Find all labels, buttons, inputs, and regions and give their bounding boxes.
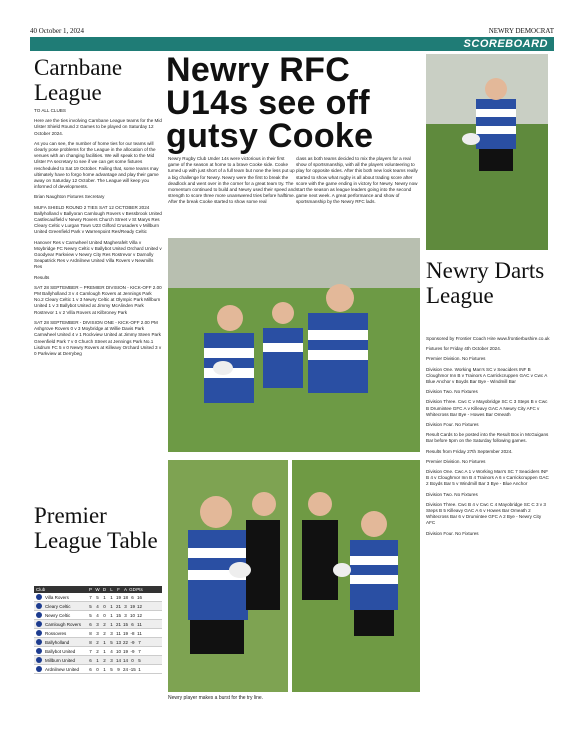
- table-cell: 5: [138, 657, 141, 663]
- darts-paragraph: Premier Division. No Fixtures: [426, 356, 486, 362]
- table-cell: 16: [136, 594, 142, 600]
- table-cell: 7: [138, 639, 141, 645]
- club-name: Cleary Celtic: [45, 603, 71, 609]
- table-header-cell: P: [88, 587, 92, 592]
- darts-paragraph: Results from Friday 27th September 2024.: [426, 448, 513, 454]
- table-cell: 19: [129, 603, 135, 609]
- table-cell: 4: [96, 612, 99, 618]
- table-cell: 2: [103, 630, 106, 636]
- darts-paragraph: Result Cards to be posted into the Result Box in McGuigans Bar before 5pm on the Saturday following games.: [426, 432, 549, 444]
- table-cell: 6: [89, 621, 92, 627]
- table-header-cell: D: [102, 587, 107, 592]
- carnbane-paragraph: MUFA SHIELD ROUND 2 TIES SAT 12 OCTOBER 2024 Ballyholland v Ballyoran Camlough Rovers v Bessbrook United Castlecaulfield v Newry Rovers Church Street v St Marys Res Cleary Celtic v Lurgan Town U23 Gilford Crusaders v Millburn United Greenfield Park v Warrenpoint Res/Ready Celtic: [34, 204, 162, 235]
- photo-player-sidestep: [292, 460, 420, 692]
- table-cell: 1: [110, 612, 113, 618]
- club-name: Ardnilnew United: [45, 666, 80, 672]
- table-cell: 5: [89, 603, 92, 609]
- table-cell: 0: [96, 666, 99, 672]
- table-cell: -8: [130, 630, 135, 636]
- table-cell: 8: [89, 630, 92, 636]
- table-header-cell: Pts: [136, 587, 143, 592]
- club-crest-icon: [34, 594, 43, 601]
- club-crest-icon: [34, 657, 43, 664]
- photo-player-running: [426, 54, 548, 250]
- table-cell: 4: [110, 648, 113, 654]
- table-cell: 2: [103, 621, 106, 627]
- club-crest-icon: [34, 621, 43, 628]
- darts-paragraph: Division Four. No Fixtures: [426, 422, 479, 428]
- table-row: [34, 611, 162, 620]
- table-cell: 6: [89, 657, 92, 663]
- page-date: 40 October 1, 2024: [30, 27, 85, 35]
- darts-paragraph: Division Two. No Fixtures: [426, 491, 478, 497]
- table-cell: 1: [103, 639, 106, 645]
- table-cell: 9: [117, 666, 120, 672]
- carnbane-title: Carnbane League: [34, 55, 123, 105]
- table-cell: 3: [96, 621, 99, 627]
- table-cell: 19: [122, 648, 128, 654]
- table-cell: 2: [96, 639, 99, 645]
- section-band: [30, 37, 554, 51]
- darts-paragraph: Premier Division. No Fixtures: [426, 458, 486, 464]
- carnbane-paragraph: SAT 28 SEPTEMBER - DIVISION ONE - KICK-OFF 2.00 PM Ashgrove Rovers 0 v 3 Moybridge at Willie Davis Park Carnwheel United 4 v 1 Rockview United at Jimmy Steen Park Greenfield Park 7 v 0 Church Street at Jennings Park No.1 Lisdrum FC 5 v 0 Newry Rovers at Killeavy Orchard United 3 v 0 Parkview at Derrybeg: [34, 319, 162, 356]
- darts-body: [426, 336, 550, 692]
- club-crest-icon: [34, 630, 43, 637]
- carnbane-paragraph: Brian Naughton Fixtures Secretary: [34, 194, 105, 200]
- table-cell: -9: [130, 639, 135, 645]
- darts-paragraph: Fixtures for Friday 4th October 2024.: [426, 346, 502, 352]
- darts-paragraph: Division Two. No Fixtures: [426, 389, 478, 395]
- table-row: [34, 665, 162, 674]
- table-cell: 2: [96, 648, 99, 654]
- club-name: Villa Rovers: [45, 594, 69, 600]
- league-table: [34, 586, 162, 674]
- table-cell: 24: [122, 666, 128, 672]
- club-name: Ballyholland: [45, 639, 70, 645]
- darts-paragraph: Division One. Cwc A 1 v Working Man's SC 7 Seaciders INF B 4 v Cloughmor Inn B 4 Trainors A 6 v Carrickcruppen GAC 2 Boyds Bar 5 v Windmill Bar 3 Bye - Blue Anchor: [426, 469, 549, 487]
- club-name: Newry Celtic: [45, 612, 71, 618]
- table-cell: 5: [96, 594, 99, 600]
- table-cell: 7: [89, 648, 92, 654]
- table-cell: 11: [137, 621, 142, 627]
- table-cell: -9: [130, 648, 135, 654]
- carnbane-paragraph: Results: [34, 274, 50, 280]
- club-crest-icon: [34, 666, 43, 673]
- table-cell: 21: [115, 621, 121, 627]
- table-cell: 6: [131, 621, 134, 627]
- carnbane-paragraph: SAT 28 SEPTEMBER – PREMIER DIVISION - KICK-OFF 2.00 PM Ballyholland 3 v 4 Camlough Rovers at Jennings Park No.2 Cleary Celtic 1 v 3 Newry Celtic at Olympic Park Millburn United 1 v 3 Ballybot United at Jimmy McAlinden Park Rostrevor 1 v 2 Villa Rovers at Kilbroney Park: [34, 284, 162, 315]
- table-header-cell: A: [123, 587, 127, 592]
- darts-title: Newry Darts League: [426, 258, 545, 308]
- table-cell: 3: [124, 603, 127, 609]
- carnbane-paragraph: TO ALL CLUBS: [34, 108, 66, 113]
- table-header-cell: L: [110, 587, 113, 592]
- carnbane-body: [34, 108, 162, 480]
- article-column-1: Newry Rugby Club Under 14s were victorious in their first game of the season at home to a brave Cooke side. Cooke turned up with just short of a full team but none the less put up a big challenge for Newry. Newry were the first to break the deadlock and went over in the corner for a great team try. The momentum continued to build and Newry used their speed and strength to score three more unanswered tries before halftime. After the break Cooke started to show some real: [168, 156, 296, 205]
- publication-name: NEWRY DEMOCRAT: [488, 27, 554, 35]
- table-cell: 1: [110, 594, 113, 600]
- darts-paragraph: Sponsored by Frontier Coach Hire www.frontierbushire.co.uk: [426, 336, 550, 341]
- table-row: [34, 620, 162, 629]
- table-cell: 14: [115, 657, 121, 663]
- club-crest-icon: [34, 639, 43, 646]
- table-cell: 1: [103, 648, 106, 654]
- table-cell: 4: [96, 603, 99, 609]
- carnbane-paragraph: As you can see, the number of home ties for our teams will clearly pose problems for the League in the allocation of the venues with an changing facilities. We will speak to the Mid Ulster FA secretary to see if we can get some fixtures rescheduled to Sat 19 October. Failing that, some teams may ultimately have to forgo home advantage and play their game away on Saturday 12 October. The League will keep you informed of developments.: [34, 140, 159, 190]
- table-cell: 12: [136, 612, 142, 618]
- club-name: Ballybot United: [45, 648, 76, 654]
- table-header-cell: F: [117, 587, 120, 592]
- table-row: [34, 656, 162, 665]
- table-row: [34, 593, 162, 602]
- table-cell: 1: [103, 666, 106, 672]
- table-header-cell: Club: [36, 587, 46, 592]
- table-cell: 14: [122, 657, 128, 663]
- table-cell: 19: [115, 594, 121, 600]
- table-row: [34, 647, 162, 656]
- table-cell: 10: [115, 648, 121, 654]
- darts-paragraph: Division Three. Cwc B 4 v Cwc C 4 Mayobridge SC C 3 v 3 Steps B 5 Killeavy GAC A 6 v Howes Bar Omeath 2 Whitecross Bar 6 v Drumintee GFC A 2 Bye - Newry City AFC: [426, 501, 546, 526]
- photo-rugby-team: [168, 238, 420, 452]
- table-cell: -15: [129, 666, 136, 672]
- club-name: Camlough Rovers: [45, 621, 82, 627]
- table-cell: 13: [115, 639, 121, 645]
- table-cell: 1: [110, 621, 113, 627]
- table-cell: 6: [89, 666, 92, 672]
- darts-paragraph: Division Three. Cwc C v Mayobridge SC C 3 Steps B v Cwc B Drumintee GFC A v Killeavy GAC A Newry City AFC v Whitecross Bar Bye - Howes Bar Omeath: [426, 399, 548, 417]
- table-header-cell: GD: [129, 587, 136, 592]
- table-cell: 3: [110, 630, 113, 636]
- table-cell: 5: [110, 666, 113, 672]
- photo-caption: Newry player makes a burst for the try line.: [168, 695, 264, 701]
- article-column-2: class as both teams decided to mix the players for a real show of sportsmanship, with all the players volunteering to play for opposite sides. After this both new look teams really started to show what rugby is all about trading score after score with the game ending in victory for Newry. Newry now start the season as league leaders going into the second game next week. A great performance and show of sportsmanship by the Newry RFC lads.: [296, 156, 418, 205]
- table-row: [34, 602, 162, 611]
- table-cell: 3: [124, 612, 127, 618]
- darts-paragraph: Division One. Working Man's SC v Seaciders INF B Cloughmor Inn B v Trainors A Carrickcruppen GAC v Cwc A Blue Anchor v Boyds Bar Bye - Windmill Bar: [426, 366, 548, 385]
- table-cell: 3: [96, 630, 99, 636]
- table-cell: 10: [129, 612, 135, 618]
- table-header-cell: W: [95, 587, 100, 592]
- table-cell: 11: [116, 630, 121, 636]
- table-cell: 1: [138, 666, 141, 672]
- club-crest-icon: [34, 603, 43, 610]
- table-cell: 2: [103, 657, 106, 663]
- table-cell: 0: [103, 612, 106, 618]
- darts-paragraph: Division Four. No Fixtures: [426, 530, 479, 536]
- table-cell: 3: [110, 657, 113, 663]
- club-name: Millburn United: [45, 657, 76, 663]
- table-cell: 5: [110, 639, 113, 645]
- table-cell: 12: [136, 603, 142, 609]
- table-cell: 8: [89, 639, 92, 645]
- table-row: [34, 629, 162, 638]
- premier-title: Premier League Table: [34, 503, 158, 553]
- table-cell: 15: [122, 621, 128, 627]
- table-cell: 15: [115, 612, 121, 618]
- table-row: [34, 638, 162, 647]
- table-cell: 0: [131, 657, 134, 663]
- table-cell: 21: [115, 603, 121, 609]
- table-cell: 11: [137, 630, 142, 636]
- club-crest-icon: [34, 612, 43, 619]
- table-cell: 5: [89, 612, 92, 618]
- carnbane-paragraph: Hanover Res v Carnwheel United Magherafelt Villa v Moybridge FC Newry Celtic v Ballybot United Orchard United v Goodyear Parkview v Newry City Res Rostrevor v Darnolly Seapatrick Res v Ardnilnew United Villa Rovers v Newmills Res: [34, 239, 162, 270]
- table-cell: 0: [103, 603, 106, 609]
- carnbane-paragraph: Here are the ties involving Carnbane League teams for the Mid Ulster Shield Round 2 Games to be played on Saturday 12 October 2024.: [34, 118, 162, 136]
- table-cell: 1: [96, 657, 99, 663]
- table-cell: 1: [110, 603, 113, 609]
- table-cell: 1: [103, 594, 106, 600]
- club-name: Rossovres: [45, 630, 67, 636]
- table-header: [34, 586, 162, 593]
- table-cell: 22: [122, 639, 128, 645]
- table-cell: 19: [122, 630, 128, 636]
- table-cell: 18: [122, 594, 128, 600]
- table-cell: 6: [131, 594, 134, 600]
- club-crest-icon: [34, 648, 43, 655]
- table-cell: 7: [138, 648, 141, 654]
- section-label: SCOREBOARD: [463, 38, 548, 50]
- table-cell: 7: [89, 594, 92, 600]
- article-headline: Newry RFC U14s see off gutsy Cooke: [166, 51, 374, 155]
- photo-player-burst: [168, 460, 288, 692]
